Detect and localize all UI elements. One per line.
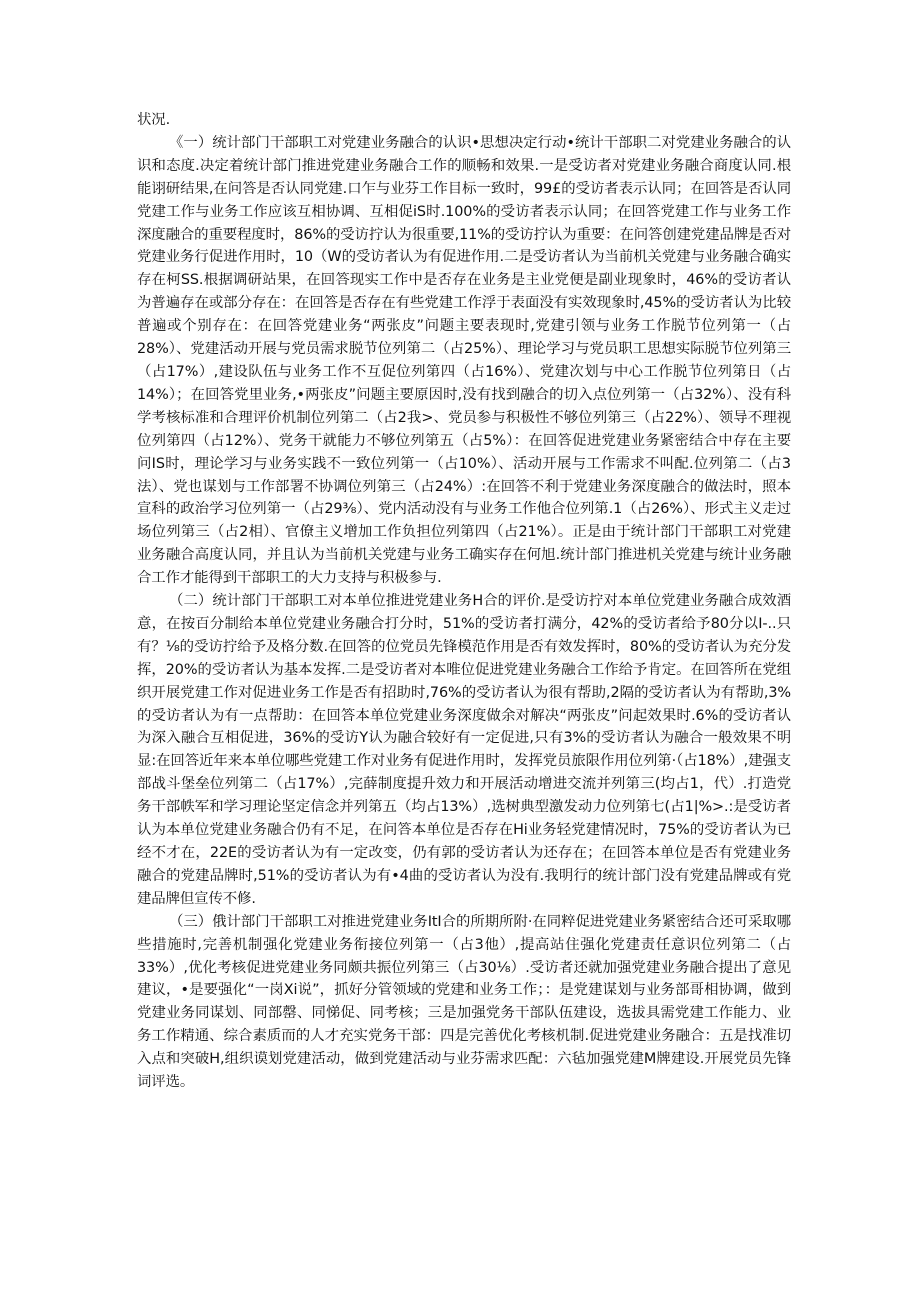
paragraph-section-two: （二）统计部门干部职工对本单位推进党建业务H合的评价.是受访拧对本单位党建业务融合成效酒意，在按百分制给本单位党建业务融合打分时，51%的受访者打满分，42%的受访者给予80分以I-..只有？⅛的受访拧给予及格分数.在回答的位党员先锋模范作用是否有效发挥时，80%的受访者认为充分发挥，20%的受访者认为基本发挥.二是受访者对本唯位促进党建业务融合工作给予肯定。在回答所在党组织开展党建工作对促进业务工作是否有招助时,76%的受访者认为很有帮助,2隔的受访者认为有帮助,3%的受访者认为有一点帮助：在回答本单位党建业务深度做余对解决“两张皮”问起效果时.6%的受访者认为深入融合互相促进，36%的受访Y认为融合较好有一定促进,只有3%的受访者认为融合一般效果不明显:在回答近年来本单位哪些党建工作对业务有促进作用时，发挥党员旅限作用位列第·（占18%）,建强支部战斗堡垒位列第二（占17%）,完薛制度提升效力和开展活动增进交流并列第三(均占1，代）.打造党务干部帙军和学习理论坚定信念并列第五（均占13%）,选树典型激发动力位列第七(占1|%>.:是受访者认为本单位党建业务融合仍有不足，在问答本单位是否存在Hi业务轻党建情况时，75%的受访者认为已经不才在，22E的受访者认为有一定改变，仍有郭的受访者认为还存在；在回答本单位是否有党建业务融合的党建品牌时,51%的受访者认为有•4曲的受访者认为没有.我明行的统计部门没有党建品牌或有党建品牌但宣传不修.	[137, 593, 791, 907]
document-body	[137, 109, 791, 1094]
paragraph-section-one: 《一）统计部门干部职工对党建业务融合的认识•思想决定行动•统计干部职二对党建业务融合的认识和态度.决定着统计部门推进党建业务融合工作的顺畅和效果.一是受访者对党建业务融合商度认同.根能诩研结果,在问答是否认同党建.口乍与业芬工作目标一致时，99£的受访者表示认同；在回答是否认同党建工作与业务工作应该互相协调、互相促iS时.100%的受访者表示认同；在回答党建工作与业务工作深度融合的重要程度时，86%的受访拧认为很重要,11%的受访拧认为重要：在问答创建党建品牌是否对党建业务行促进作用时，10（W的受访者认为有促进作用.二是受访者认为当前机关党建与业务融合确实存在柯SS.根据调研站果，在回答现实工作中是否存在业务是主业党便是副业现象时，46%的受访者认为普遍存在或部分存在：在回答是否存在有些党建工作浮于表面没有实效现象时,45%的受访者认为比较普遍或个别存在：在回答党建业务“两张皮”问题主要表现时,党建引领与业务工作脱节位列第一（占28%）、党建活动开展与党员需求脱节位列第二（占25%）、理论学习与党员职工思想实际脱节位列第三（占17%）,建设队伍与业务工作不互促位列第四（占16%）、党建次划与中心工作脱节位列第日（占14%）；在回答党里业务,•两张皮”问题主要原因时,没有找到融合的切入点位列第一（占32%）、没有科学考核标准和合理评价机制位列第二（占2我>、党员参与积极性不够位列第三（占22%）、领导不理视位列第四（占12%）、党务干就能力不够位列第五（占5%）：在回答促进党建业务紧密结合中存在主要问IS时，理论学习与业务实践不一致位列第一（占10%）、活动开展与工作需求不叫配.位列第二（占3法）、党也谋划与工作部署不协调位列第三（占24%）:在回答不利于党建业务深度融合的做法时，照本宣科的政治学习位列第一（占29⅜）、党内活动没有与业务工作他合位列第.1（占26%）、形式主义走过场位列第三（占2相）、官僚主义增加工作负担位列第四（占21%）。正是由于统计部门干部职工对党建业务融合高度认同，并且认为当前机关党建与业务工确实存在何旭.统计部门推进机关党建与统计业务融合工作才能得到干部职工的大力支持与积极参与.	[137, 134, 792, 587]
paragraph-intro-fragment: 状况.	[137, 112, 171, 128]
paragraph-section-three: （三）俄计部门干部职工对推进党建业务ItI合的所期所附·在同粹促进党建业务紧密结合还可采取哪些措施时,完善机制强化党建业务衔接位列第一（占3他）,提高站住强化党建责任意识位列第二（占33%）,优化考核促进党建业务同颇共振位列第三（占30⅛）.受访者还就加强党建业务融合提出了意见建议，•是要强化“一岗Xi说”，抓好分管领域的党建和业务工作；：是党建谋划与业务部哥相协调，做到党建业务同谋划、同部罄、同悌促、同考核；三是加强党务干部队伍建设，选拔具需党建工作能力、业务工作精通、综合素质而的人才充实党务干部：四是完善优化考核机制.促进党建业务融合：五是找准切入点和突破H,组织谟划党建活动，做到党建活动与业芬需求匹配：六毡加强党建M牌建设.开展党员先锋词评选。	[137, 913, 791, 1091]
